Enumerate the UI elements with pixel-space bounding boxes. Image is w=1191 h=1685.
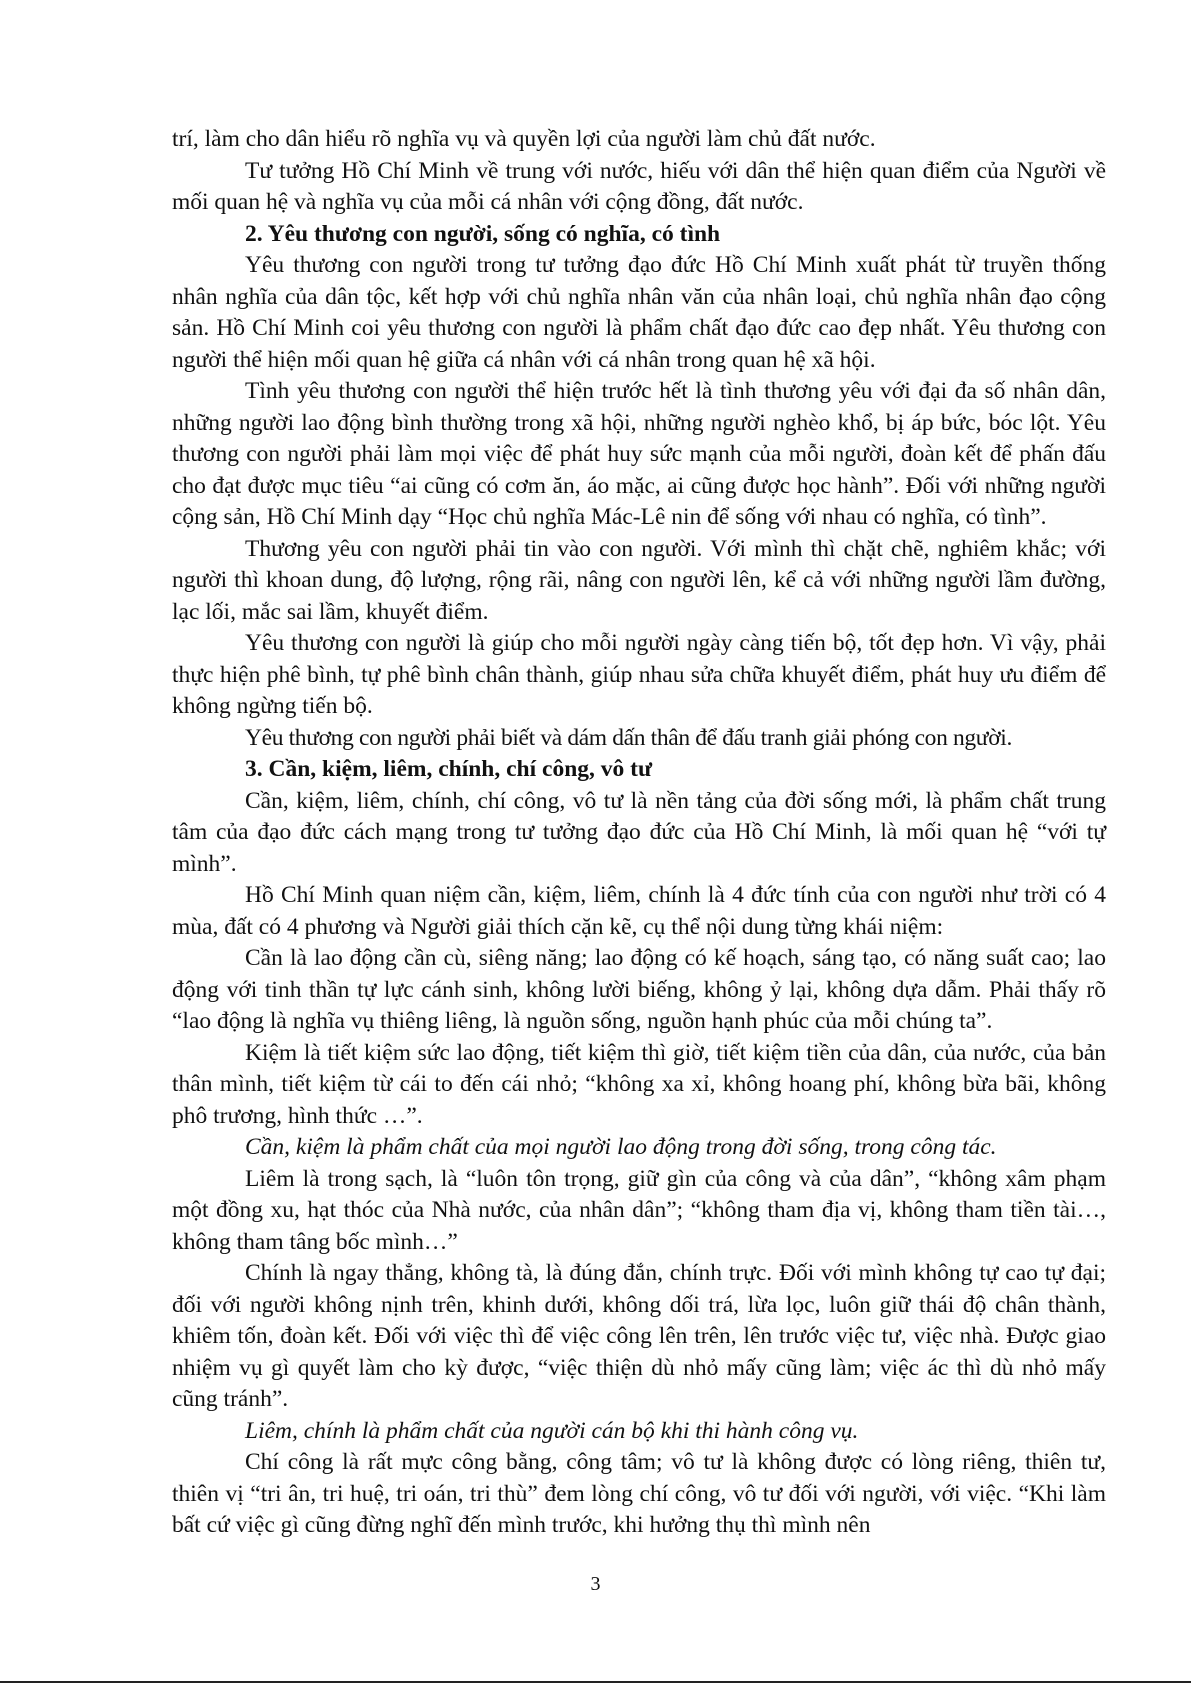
document-body xyxy=(172,124,1106,1542)
paragraph-liem: Liêm là trong sạch, là “luôn tôn trọng, giữ gìn của công và của dân”, “không xâm phạm một đồng xu, hạt thóc của Nhà nước, của nhân dân”; “không tham địa vị, không tham tiền tài…, không tham tâng bốc mình…” xyxy=(172,1165,1106,1255)
section-heading-2: 2. Yêu thương con người, sống có nghĩa, có tình xyxy=(245,220,721,247)
paragraph-continuation: trí, làm cho dân hiểu rõ nghĩa vụ và quyền lợi của người làm chủ đất nước. xyxy=(172,126,876,152)
bottom-rule xyxy=(0,1681,1191,1683)
paragraph-chinh: Chính là ngay thẳng, không tà, là đúng đắn, chính trực. Đối với mình không tự cao tự đại; đối với người không nịnh trên, khinh dưới, không dối trá, lừa lọc, luôn giữ thái độ chân thành, khiêm tốn, đoàn kết. Đối với việc thì để việc công lên trên, lên trước việc tư, việc nhà. Được giao nhiệm vụ gì quyết làm cho kỳ được, “việc thiện dù nhỏ mấy cũng làm; việc ác thì dù nhỏ mấy cũng tránh”. xyxy=(172,1260,1106,1412)
paragraph-chi-cong: Chí công là rất mực công bằng, công tâm; vô tư là không được có lòng riêng, thiên tư, thiên vị “tri ân, tri huệ, tri oán, tri thù” đem lòng chí công, vô tư đối với người, với việc. “Khi làm bất cứ việc gì cũng đừng nghĩ đến mình trước, khi hưởng thụ thì mình nên xyxy=(172,1449,1106,1538)
paragraph-help-progress: Yêu thương con người là giúp cho mỗi người ngày càng tiến bộ, tốt đẹp hơn. Vì vậy, phải thực hiện phê bình, tự phê bình chân thành, giúp nhau sửa chữa khuyết điểm, phát huy ưu điểm để không ngừng tiến bộ. xyxy=(172,630,1106,719)
page-number: 3 xyxy=(590,1573,601,1595)
paragraph-kiem: Kiệm là tiết kiệm sức lao động, tiết kiệm thì giờ, tiết kiệm tiền của dân, của nước, của bản thân mình, tiết kiệm từ cái to đến cái nhỏ; “không xa xỉ, không hoang phí, không bừa bãi, không phô trương, hình thức …”. xyxy=(172,1039,1106,1129)
paragraph-four-virtues: Hồ Chí Minh quan niệm cần, kiệm, liêm, chính là 4 đức tính của con người như trời có 4 mùa, đất có 4 phương và Người giải thích cặn kẽ, cụ thể nội dung từng khái niệm: xyxy=(172,882,1106,940)
paragraph-can: Cần là lao động cần cù, siêng năng; lao động có kế hoạch, sáng tạo, có năng suất cao; lao động với tinh thần tự lực cánh sinh, không lười biếng, không ỷ lại, không dựa dẫm. Phải thấy rõ “lao động là nghĩa vụ thiêng liêng, là nguồn sống, nguồn hạnh phúc của mỗi chúng ta”. xyxy=(172,945,1106,1034)
paragraph-loyalty: Tư tưởng Hồ Chí Minh về trung với nước, hiếu với dân thể hiện quan điểm của Người về mối quan hệ và nghĩa vụ của mỗi cá nhân với cộng đồng, đất nước. xyxy=(172,157,1106,215)
paragraph-trust-people: Thương yêu con người phải tin vào con người. Với mình thì chặt chẽ, nghiêm khắc; với người thì khoan dung, độ lượng, rộng rãi, nâng con người lên, kể cả với những người lầm đường, lạc lối, mắc sai lầm, khuyết điểm. xyxy=(172,535,1106,625)
paragraph-liberation: Yêu thương con người phải biết và dám dấn thân để đấu tranh giải phóng con người. xyxy=(245,724,1012,751)
paragraph-virtues-foundation: Cần, kiệm, liêm, chính, chí công, vô tư là nền tảng của đời sống mới, là phẩm chất trung tâm của đạo đức cách mạng trong tư tưởng đạo đức của Hồ Chí Minh, là mối quan hệ “với tự mình”. xyxy=(172,787,1106,877)
paragraph-love-people: Tình yêu thương con người thể hiện trước hết là tình thương yêu với đại đa số nhân dân, những người lao động bình thường trong xã hội, những người nghèo khổ, bị áp bức, bóc lột. Yêu thương con người phải làm mọi việc để phát huy sức mạnh của mỗi người, đoàn kết để phấn đấu cho đạt được mục tiêu “ai cũng có cơm ăn, áo mặc, ai cũng được học hành”. Đối với những người cộng sản, Hồ Chí Minh dạy “Học chủ nghĩa Mác-Lê nin để sống với nhau có nghĩa, có tình”. xyxy=(172,378,1106,530)
paragraph-love-origin: Yêu thương con người trong tư tưởng đạo đức Hồ Chí Minh xuất phát từ truyền thống nhân nghĩa của dân tộc, kết hợp với chủ nghĩa nhân văn của nhân loại, chủ nghĩa nhân đạo cộng sản. Hồ Chí Minh coi yêu thương con người là phẩm chất đạo đức cao đẹp nhất. Yêu thương con người thể hiện mối quan hệ giữa cá nhân với cá nhân trong quan hệ xã hội. xyxy=(172,252,1106,373)
paragraph-can-kiem-summary: Cần, kiệm là phẩm chất của mọi người lao động trong đời sống, trong công tác. xyxy=(245,1134,997,1160)
section-heading-3: 3. Cần, kiệm, liêm, chính, chí công, vô tư xyxy=(245,756,653,782)
paragraph-liem-chinh-summary: Liêm, chính là phẩm chất của người cán bộ khi thi hành công vụ. xyxy=(245,1417,859,1444)
